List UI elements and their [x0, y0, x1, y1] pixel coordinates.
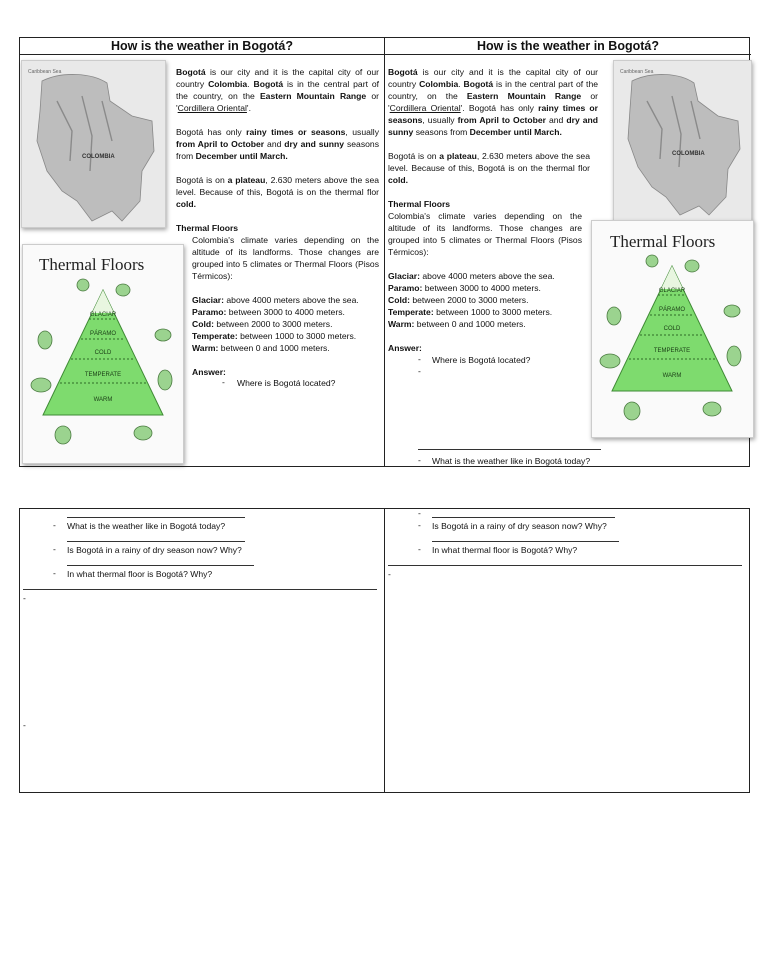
- poster-level-5: WARM: [93, 397, 113, 403]
- intro-paragraph-1: Bogotá is our city and it is the capital city of our country Colombia. Bogotá is in the central part of the country, on the Eastern Mountain Range or 'Cordillera Oriental'.: [176, 67, 380, 113]
- poster-level-3: COLD: [94, 350, 112, 356]
- poster-level-1: GLACIAR: [658, 288, 686, 294]
- thermal-description: Colombia's climate varies depending on the altitude of its landforms. Those changes are grouped into 5 climates or Thermal Floors (Pisos Térmicos):: [192, 235, 379, 281]
- bullet-dash: -: [222, 377, 225, 387]
- poster-title: Thermal Floors: [39, 255, 145, 274]
- bullet-dash: -: [23, 593, 26, 603]
- bullet-dash: -: [53, 544, 56, 554]
- answer-label: Answer:: [388, 343, 422, 353]
- bullet-dash: -: [53, 520, 56, 530]
- thermal-floor-list: [192, 294, 379, 354]
- poster-title: Thermal Floors: [610, 232, 716, 251]
- thermal-floors-poster: [22, 244, 184, 464]
- floor-item: Cold: between 2000 to 3000 meters.: [192, 319, 333, 329]
- answer-line[interactable]: [432, 541, 619, 542]
- poster-level-1: GLACIAR: [89, 312, 117, 318]
- poster-level-2: PÁRAMO: [89, 331, 117, 337]
- answer-label: Answer:: [192, 367, 226, 377]
- floor-item: Warm: between 0 and 1000 meters.: [192, 343, 330, 353]
- poster-level-2: PÁRAMO: [658, 307, 686, 313]
- thermal-floors-poster: [591, 220, 754, 438]
- left-intro-text: [176, 66, 379, 234]
- floor-item: Warm: between 0 and 1000 meters.: [388, 319, 526, 329]
- intro-paragraph-3: Bogotá is on a plateau, 2.630 meters above the sea level. Because of this, Bogotá is on the thermal flor cold.: [388, 151, 590, 185]
- question-thermal-floor: In what thermal floor is Bogotá? Why?: [432, 545, 578, 555]
- thermal-description: Colombia's climate varies depending on the altitude of its landforms. Those changes are grouped into 5 climates or Thermal Floors (Pisos Térmicos):: [388, 211, 582, 257]
- answer-line[interactable]: [67, 517, 245, 518]
- colombia-map-image: [613, 60, 752, 222]
- bullet-dash: -: [418, 508, 421, 518]
- bullet-dash: -: [418, 354, 421, 364]
- intro-paragraph-3: Bogotá is on a plateau, 2.630 meters above the sea level. Because of this, Bogotá is on the thermal flor cold.: [176, 175, 380, 209]
- poster-level-4: TEMPERATE: [84, 372, 122, 378]
- floor-item: Cold: between 2000 to 3000 meters.: [388, 295, 529, 305]
- column-divider: [384, 509, 385, 792]
- answer-line[interactable]: [388, 565, 742, 566]
- floor-item: Paramo: between 3000 to 4000 meters.: [192, 307, 345, 317]
- bullet-dash: -: [418, 366, 421, 376]
- right-intro-text-2: [388, 150, 590, 186]
- question-weather: What is the weather like in Bogotá today?: [67, 521, 226, 531]
- question-season: Is Bogotá in a rainy of dry season now? Why?: [432, 521, 607, 531]
- intro-paragraph-2: Bogotá has only rainy times or seasons, usually from April to October and dry and sunny seasons from December until March.: [176, 127, 379, 161]
- answer-line[interactable]: [67, 565, 254, 566]
- map-sea-label: Caribbean Sea: [28, 69, 62, 75]
- floor-item: Paramo: between 3000 to 4000 meters.: [388, 283, 541, 293]
- right-thermal-text: [388, 198, 582, 354]
- thermal-heading: Thermal Floors: [176, 223, 239, 233]
- right-title-rule: [385, 54, 751, 55]
- poster-level-4: TEMPERATE: [653, 348, 691, 354]
- map-country-label: COLOMBIA: [82, 154, 115, 160]
- column-divider: [384, 38, 385, 466]
- floor-item: Glaciar: above 4000 meters above the sea.: [192, 295, 359, 305]
- thermal-floor-list: [388, 270, 582, 330]
- bullet-dash: -: [418, 455, 421, 465]
- question-thermal-floor: In what thermal floor is Bogotá? Why?: [67, 569, 213, 579]
- bullet-dash: -: [388, 569, 391, 579]
- bullet-dash: -: [418, 520, 421, 530]
- right-title: How is the weather in Bogotá?: [477, 39, 659, 53]
- left-title: How is the weather in Bogotá?: [111, 39, 293, 53]
- bullet-dash: -: [418, 544, 421, 554]
- thermal-heading: Thermal Floors: [388, 199, 451, 209]
- question-location: Where is Bogotá located?: [432, 355, 531, 365]
- question-location: Where is Bogotá located?: [237, 378, 336, 388]
- map-country-label: COLOMBIA: [672, 151, 705, 157]
- right-intro-text: [388, 66, 598, 138]
- poster-level-3: COLD: [663, 326, 681, 332]
- floor-item: Temperate: between 1000 to 3000 meters.: [388, 307, 553, 317]
- poster-level-5: WARM: [662, 373, 682, 379]
- left-thermal-text: [192, 234, 379, 378]
- left-title-rule: [20, 54, 384, 55]
- bullet-dash: -: [23, 720, 26, 730]
- floor-item: Glaciar: above 4000 meters above the sea.: [388, 271, 555, 281]
- answer-line[interactable]: [418, 449, 601, 450]
- answer-line[interactable]: [67, 541, 245, 542]
- map-sea-label: Caribbean Sea: [620, 69, 654, 75]
- floor-item: Temperate: between 1000 to 3000 meters.: [192, 331, 357, 341]
- question-weather: What is the weather like in Bogotá today?: [432, 456, 591, 466]
- answer-line[interactable]: [432, 517, 615, 518]
- answer-line[interactable]: [23, 589, 377, 590]
- colombia-map-image: [21, 60, 166, 228]
- intro-paragraph-1: Bogotá is our city and it is the capital city of our country Colombia. Bogotá is in the central part of the country, on the Eastern Mountain Range or 'Cordillera Oriental'. Bogotá has only rainy times or seasons, usually from April to October and dry and sunny seasons from December until March.: [388, 67, 599, 137]
- bullet-dash: -: [53, 568, 56, 578]
- question-season: Is Bogotá in a rainy of dry season now? Why?: [67, 545, 242, 555]
